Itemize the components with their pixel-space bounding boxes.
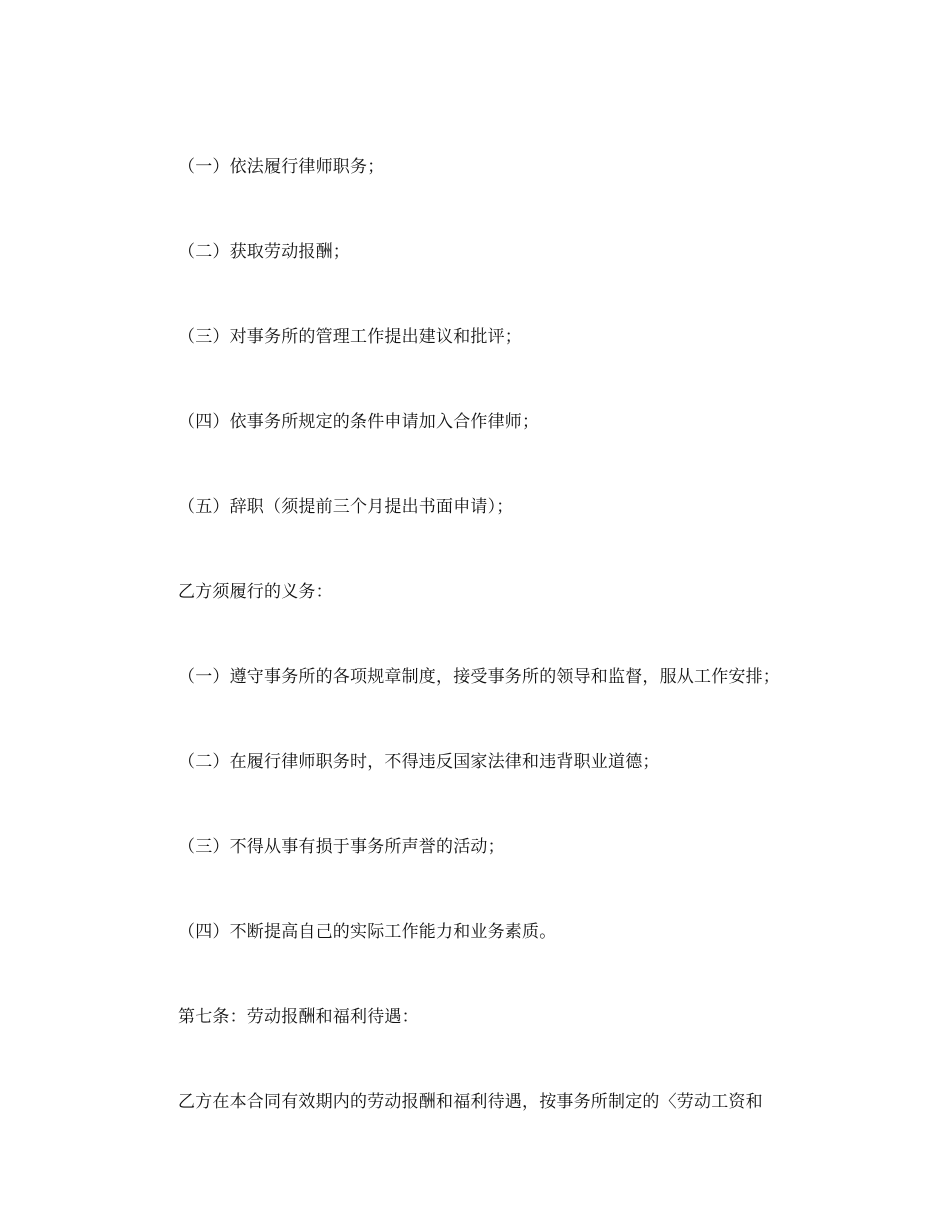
paragraph-right-3: （三）对事务所的管理工作提出建议和批评； xyxy=(178,327,522,347)
paragraph-obligations-heading: 乙方须履行的义务： xyxy=(178,582,333,602)
paragraph-right-4: （四）依事务所规定的条件申请加入合作律师； xyxy=(178,412,540,432)
paragraph-remuneration: 乙方在本合同有效期内的劳动报酬和福利待遇，按事务所制定的〈劳动工资和 xyxy=(178,1092,763,1112)
paragraph-right-5: （五）辞职（须提前三个月提出书面申请）； xyxy=(178,497,514,517)
paragraph-obligation-3: （三）不得从事有损于事务所声誉的活动； xyxy=(178,837,505,857)
paragraph-obligation-1: （一）遵守事务所的各项规章制度，接受事务所的领导和监督，服从工作安排； xyxy=(178,667,780,687)
article-seven-heading: 第七条：劳动报酬和福利待遇： xyxy=(178,1007,419,1027)
paragraph-right-2: （二）获取劳动报酬； xyxy=(178,242,350,262)
paragraph-right-1: （一）依法履行律师职务； xyxy=(178,157,385,177)
paragraph-obligation-4: （四）不断提高自己的实际工作能力和业务素质。 xyxy=(178,922,557,942)
paragraph-obligation-2: （二）在履行律师职务时，不得违反国家法律和违背职业道德； xyxy=(178,752,660,772)
